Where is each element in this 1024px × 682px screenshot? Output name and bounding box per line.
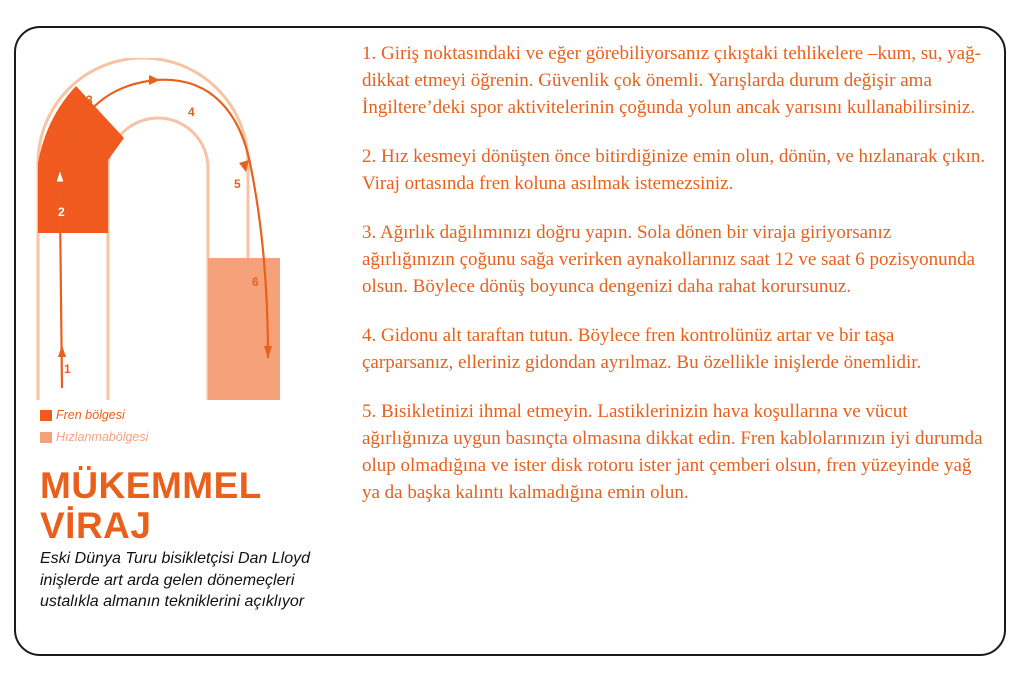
step-2: 2. Hız kesmeyi dönüşten önce bitirdiğinize emin olun, dönün, ve hızlanarak çıkın. Viraj ortasında fren koluna asılmak istemezsiniz.: [362, 146, 986, 194]
corner-diagram: [36, 58, 286, 402]
legend-brake-label: Fren bölgesi: [56, 408, 125, 422]
page-subtitle: Eski Dünya Turu bisikletçisi Dan Lloyd inişlerde art arda gelen dönemeçleri ustalıkla almanın tekniklerini açıklıyor: [40, 550, 311, 610]
track-inner-edge: [108, 118, 208, 400]
steps-list: [362, 40, 987, 528]
marker-1: 1: [64, 362, 71, 376]
accel-zone-area: [208, 258, 280, 400]
legend: [40, 408, 148, 452]
legend-accel: [40, 430, 148, 444]
marker-3: 3: [86, 93, 93, 107]
marker-5: 5: [234, 177, 241, 191]
brake-swatch: [40, 410, 52, 421]
title-line-1: MÜKEMMEL: [40, 465, 262, 506]
arrow-3: [149, 75, 160, 85]
step-1: 1. Giriş noktasındaki ve eğer görebiliyorsanız çıkıştaki tehlikelere –kum, su, yağ- dikkat etmeyi öğrenin. Güvenlik çok önemli. Yarışlarda durum değişir ama İngiltere’deki spor aktivitelerinin çoğunda yolun ancak yarısını kullanabilirsiniz.: [362, 43, 981, 118]
page-title: [40, 466, 310, 546]
step-3: 3. Ağırlık dağılımınızı doğru yapın. Sola dönen bir viraja giriyorsanız ağırlığınızın çoğunu sağa verirken aynakollarınız saat 12 ve saat 6 pozisyonunda olsun. Böylece dönüş boyunca dengenizi daha rahat korursunuz.: [362, 222, 976, 297]
marker-6: 6: [252, 275, 259, 289]
accel-swatch: [40, 432, 52, 443]
arrow-1: [58, 345, 66, 357]
marker-2: 2: [58, 205, 65, 219]
marker-4: 4: [188, 105, 195, 119]
title-line-2: VİRAJ: [40, 505, 152, 546]
step-4: 4. Gidonu alt taraftan tutun. Böylece fren kontrolünüz artar ve bir taşa çarparsanız, elleriniz gidondan ayrılmaz. Bu özellikle inişlerde önemlidir.: [362, 325, 922, 373]
brake-zone-area: [38, 86, 124, 233]
legend-brake: [40, 408, 148, 422]
step-5: 5. Bisikletinizi ihmal etmeyin. Lastiklerinizin hava koşullarına ve vücut ağırlığınıza uygun basınçta olmasına dikkat edin. Fren kablolarınızın iyi durumda olup olmadığına ve ister disk rotoru ister jant çemberi olsun, fren yüzeyinde yağ ya da başka kalıntı kalmadığına emin olun.: [362, 401, 983, 503]
legend-accel-label: Hızlanmabölgesi: [56, 430, 149, 444]
